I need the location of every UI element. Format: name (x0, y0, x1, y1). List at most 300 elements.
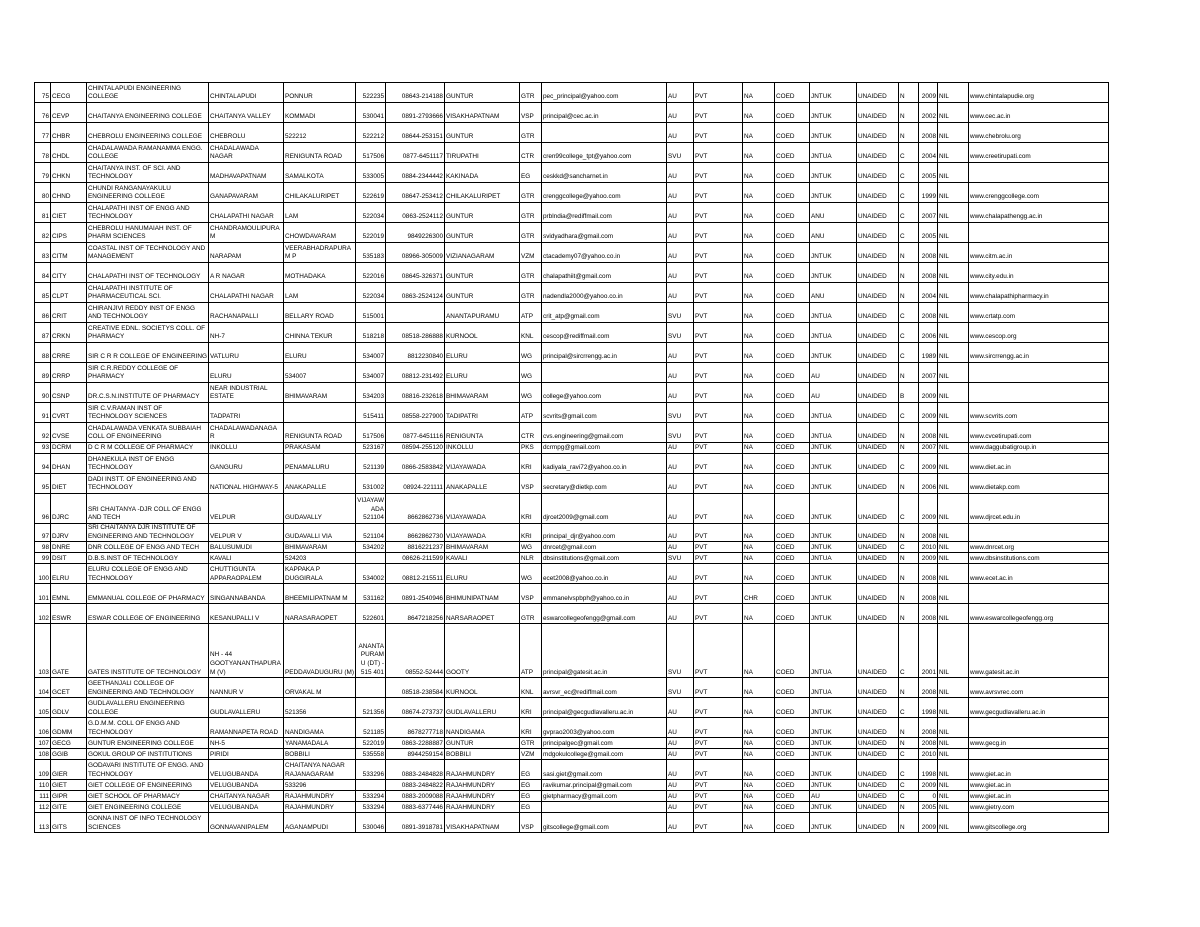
cell-sno: 80 (35, 183, 51, 203)
cell-sno: 88 (35, 343, 51, 363)
cell-town: NANDIGAMA (445, 718, 520, 738)
cell-phone: 8678277718 (386, 718, 445, 738)
cell-status: NIL (938, 343, 969, 363)
cell-town: VIJAYAWADA (445, 524, 520, 542)
cell-code: CHND (51, 183, 87, 203)
cell-college-name: CHAITANYA INST. OF SCI. AND TECHNOLOGY (87, 163, 209, 183)
cell-address-2: NARASARAOPET (284, 604, 356, 624)
cell-email: dbsinstitutions@gmail.com (542, 553, 667, 564)
cell-type: PVT (694, 143, 743, 163)
cell-aided-status: UNAIDED (857, 564, 899, 584)
cell-address-1: NARAPAM (209, 243, 284, 263)
cell-sno: 78 (35, 143, 51, 163)
cell-pincode: 533005 (356, 163, 386, 183)
cell-coed: COED (775, 423, 810, 443)
cell-affiliated-university: JNTUK (810, 443, 857, 454)
cell-university-affiliation: AU (667, 183, 694, 203)
cell-college-name: GATES INSTITUTE OF TECHNOLOGY (87, 624, 209, 678)
cell-address-1: MADHAVAPATNAM (209, 163, 284, 183)
cell-district: KNL (520, 678, 542, 698)
cell-region: C (899, 303, 919, 323)
cell-address-2: LAM (284, 283, 356, 303)
cell-phone: 0883-2009088 (386, 791, 445, 802)
cell-aided-status: UNAIDED (857, 183, 899, 203)
cell-email: dcrmpg@gmail.com (542, 443, 667, 454)
cell-district: EG (520, 163, 542, 183)
table-row (35, 718, 1109, 738)
cell-phone: 08644-253151 (386, 123, 445, 143)
table-row (35, 494, 1109, 524)
cell-status: NIL (938, 203, 969, 223)
cell-minority: CHR (743, 584, 775, 604)
cell-year-established: 2010 (919, 749, 938, 760)
cell-year-established: 1999 (919, 183, 938, 203)
cell-pincode: 522235 (356, 83, 386, 103)
cell-code: CIPS (51, 223, 87, 243)
cell-minority: NA (743, 474, 775, 494)
cell-phone: 08924-221111 (386, 474, 445, 494)
cell-coed: COED (775, 718, 810, 738)
cell-district: GTR (520, 223, 542, 243)
cell-sno: 90 (35, 383, 51, 403)
cell-town: KURNOOL (445, 323, 520, 343)
cell-email: gietpharmacy@gmail.com (542, 791, 667, 802)
cell-pincode: 522034 (356, 283, 386, 303)
cell-email: scvrits@gmail.com (542, 403, 667, 423)
cell-university-affiliation: AU (667, 383, 694, 403)
cell-region: C (899, 760, 919, 780)
cell-website (969, 718, 1109, 738)
cell-status: NIL (938, 183, 969, 203)
cell-affiliated-university: JNTUK (810, 584, 857, 604)
cell-address-1: NEAR INDUSTRIAL ESTATE (209, 383, 284, 403)
cell-minority: NA (743, 553, 775, 564)
cell-status: NIL (938, 223, 969, 243)
cell-type: PVT (694, 749, 743, 760)
cell-address-2: LAM (284, 203, 356, 223)
cell-type: PVT (694, 403, 743, 423)
cell-minority: NA (743, 403, 775, 423)
table-row (35, 223, 1109, 243)
table-row (35, 363, 1109, 383)
cell-aided-status: UNAIDED (857, 443, 899, 454)
cell-town: TADIPATRI (445, 403, 520, 423)
cell-coed: COED (775, 780, 810, 791)
cell-town: ANANTAPURAMU (445, 303, 520, 323)
cell-college-name: GEETHANJALI COLLEGE OF ENGINEERING AND TECHNOLOGY (87, 678, 209, 698)
cell-address-2: BHIMAVARAM (284, 383, 356, 403)
cell-district: PKS (520, 443, 542, 454)
cell-address-1: KAVALI (209, 553, 284, 564)
cell-minority: NA (743, 123, 775, 143)
cell-status: NIL (938, 474, 969, 494)
cell-coed: COED (775, 123, 810, 143)
cell-minority: NA (743, 604, 775, 624)
cell-minority: NA (743, 443, 775, 454)
cell-pincode: 533296 (356, 760, 386, 780)
table-row (35, 283, 1109, 303)
cell-address-2: KAPPAKA P DUGGIRALA (284, 564, 356, 584)
cell-phone: 08594-255120 (386, 443, 445, 454)
cell-region: C (899, 223, 919, 243)
cell-pincode: 523167 (356, 443, 386, 454)
cell-email: eswarcollegeofengg@gmail.com (542, 604, 667, 624)
cell-email: college@yahoo.com (542, 383, 667, 403)
cell-university-affiliation: AU (667, 243, 694, 263)
cell-address-2: BELLARY ROAD (284, 303, 356, 323)
cell-type: PVT (694, 303, 743, 323)
cell-district: WG (520, 564, 542, 584)
cell-type: PVT (694, 760, 743, 780)
cell-address-1: GONNAVANIPALEM (209, 813, 284, 833)
cell-website: www.avrsvrec.com (969, 678, 1109, 698)
cell-website: www.dnrcet.org (969, 542, 1109, 553)
cell-district: KRI (520, 718, 542, 738)
cell-sno: 97 (35, 524, 51, 542)
cell-town: CHILAKALURIPET (445, 183, 520, 203)
table-row (35, 303, 1109, 323)
cell-year-established: 2008 (919, 584, 938, 604)
cell-coed: COED (775, 383, 810, 403)
cell-minority: NA (743, 223, 775, 243)
cell-pincode: 534002 (356, 564, 386, 584)
table-row (35, 474, 1109, 494)
cell-code: EMNL (51, 584, 87, 604)
cell-type: PVT (694, 718, 743, 738)
cell-phone: 08552-52444 (386, 624, 445, 678)
cell-minority: NA (743, 780, 775, 791)
cell-phone: 0866-2583842 (386, 454, 445, 474)
cell-address-1: CHADALAWADA NAGAR (209, 143, 284, 163)
cell-code: CRIT (51, 303, 87, 323)
cell-address-2: PRAKASAM (284, 443, 356, 454)
cell-region: N (899, 813, 919, 833)
cell-town: GUDLAVALLERU (445, 698, 520, 718)
cell-phone: 8816221237 (386, 542, 445, 553)
cell-type: PVT (694, 243, 743, 263)
cell-region: C (899, 780, 919, 791)
cell-affiliated-university: JNTUA (810, 624, 857, 678)
cell-email: gitscollege@gmail.com (542, 813, 667, 833)
cell-region: N (899, 474, 919, 494)
cell-sno: 95 (35, 474, 51, 494)
cell-year-established: 1998 (919, 698, 938, 718)
cell-sno: 91 (35, 403, 51, 423)
cell-aided-status: UNAIDED (857, 494, 899, 524)
cell-town: RAJAHMUNDRY (445, 802, 520, 813)
cell-address-2: 534007 (284, 363, 356, 383)
cell-pincode: 522016 (356, 263, 386, 283)
cell-phone: 08816-232618 (386, 383, 445, 403)
cell-code: CITM (51, 243, 87, 263)
cell-type: PVT (694, 553, 743, 564)
cell-coed: COED (775, 564, 810, 584)
cell-town: INKOLLU (445, 443, 520, 454)
cell-phone: 0863-2288887 (386, 738, 445, 749)
cell-sno: 102 (35, 604, 51, 624)
cell-website: www.chalapathengg.ac.in (969, 203, 1109, 223)
table-row (35, 203, 1109, 223)
cell-code: CSNP (51, 383, 87, 403)
table-row (35, 760, 1109, 780)
cell-affiliated-university: JNTUK (810, 103, 857, 123)
cell-address-2: PENAMALURU (284, 454, 356, 474)
cell-university-affiliation: AU (667, 584, 694, 604)
cell-college-name: CHADALAWADA RAMANAMMA ENGG. COLLEGE (87, 143, 209, 163)
cell-address-2: GUDAVALLY (284, 494, 356, 524)
cell-code: GGIB (51, 749, 87, 760)
cell-address-1: SINGANNABANDA (209, 584, 284, 604)
cell-aided-status: UNAIDED (857, 813, 899, 833)
cell-status: NIL (938, 143, 969, 163)
cell-address-2: CHINNA TEKUR (284, 323, 356, 343)
cell-district: WG (520, 343, 542, 363)
cell-code: GATE (51, 624, 87, 678)
cell-sno: 86 (35, 303, 51, 323)
cell-sno: 113 (35, 813, 51, 833)
cell-address-2 (284, 403, 356, 423)
cell-sno: 107 (35, 738, 51, 749)
cell-region: C (899, 403, 919, 423)
cell-phone: 0877-6451116 (386, 423, 445, 443)
cell-university-affiliation: AU (667, 564, 694, 584)
cell-website: www.gietry.com (969, 802, 1109, 813)
cell-address-1: VELUGUBANDA (209, 802, 284, 813)
cell-coed: COED (775, 203, 810, 223)
cell-college-name: D.B.S.INST OF TECHNOLOGY (87, 553, 209, 564)
cell-town: GUNTUR (445, 203, 520, 223)
cell-address-1: NATIONAL HIGHWAY-5 (209, 474, 284, 494)
cell-university-affiliation: SVU (667, 303, 694, 323)
cell-address-1: NH - 44 GOOTYANANTHAPURA M (V) (209, 624, 284, 678)
cell-address-2: BHEEMILIPATNAM M (284, 584, 356, 604)
cell-pincode: 521104 (356, 524, 386, 542)
cell-aided-status: UNAIDED (857, 203, 899, 223)
cell-town: ANAKAPALLE (445, 474, 520, 494)
cell-email: chalapathiit@gmail.com (542, 263, 667, 283)
cell-email: avrsvr_ec@rediffmail.com (542, 678, 667, 698)
table-row (35, 263, 1109, 283)
cell-district: KRI (520, 454, 542, 474)
cell-website: www.cvcetirupati.com (969, 423, 1109, 443)
table-row (35, 103, 1109, 123)
cell-district: EG (520, 791, 542, 802)
cell-address-2: 524203 (284, 553, 356, 564)
cell-affiliated-university: JNTUA (810, 678, 857, 698)
cell-year-established: 2008 (919, 564, 938, 584)
cell-college-name: SRI CHAITANYA DJR INSTITUTE OF ENGINEERING AND TECHNOLOGY (87, 524, 209, 542)
cell-aided-status: UNAIDED (857, 283, 899, 303)
cell-phone (386, 303, 445, 323)
cell-district: EG (520, 780, 542, 791)
cell-aided-status: UNAIDED (857, 604, 899, 624)
cell-affiliated-university: JNTUK (810, 123, 857, 143)
cell-affiliated-university: JNTUA (810, 423, 857, 443)
cell-university-affiliation: SVU (667, 423, 694, 443)
cell-phone: 0877-6451117 (386, 143, 445, 163)
cell-code: GITE (51, 802, 87, 813)
cell-university-affiliation: AU (667, 813, 694, 833)
cell-address-1: VELPUR V (209, 524, 284, 542)
cell-type: PVT (694, 791, 743, 802)
cell-university-affiliation: AU (667, 474, 694, 494)
cell-coed: COED (775, 323, 810, 343)
cell-status: NIL (938, 243, 969, 263)
cell-town: VISAKHAPATNAM (445, 813, 520, 833)
cell-email: gvprao2003@yahoo.com (542, 718, 667, 738)
cell-university-affiliation: AU (667, 738, 694, 749)
cell-year-established: 2009 (919, 383, 938, 403)
cell-university-affiliation: AU (667, 604, 694, 624)
cell-year-established: 2008 (919, 243, 938, 263)
cell-affiliated-university: ANU (810, 203, 857, 223)
cell-town: KURNOOL (445, 678, 520, 698)
cell-phone: 9849226300 (386, 223, 445, 243)
cell-coed: COED (775, 749, 810, 760)
cell-coed: COED (775, 363, 810, 383)
cell-town: RENIGUNTA (445, 423, 520, 443)
cell-type: PVT (694, 678, 743, 698)
cell-year-established: 2010 (919, 542, 938, 553)
cell-email: kadiyala_ravi72@yahoo.co.in (542, 454, 667, 474)
cell-status: NIL (938, 443, 969, 454)
cell-email: principal@gatesit.ac.in (542, 624, 667, 678)
cell-town: GUNTUR (445, 83, 520, 103)
cell-town: RAJAHMUNDRY (445, 791, 520, 802)
cell-status: NIL (938, 718, 969, 738)
cell-code: GECG (51, 738, 87, 749)
cell-university-affiliation: SVU (667, 624, 694, 678)
cell-district: GTR (520, 183, 542, 203)
cell-phone: 08647-253412 (386, 183, 445, 203)
cell-region: N (899, 738, 919, 749)
cell-phone: 0891-3918781 (386, 813, 445, 833)
cell-college-name: CREATIVE EDNL. SOCIETYS COLL. OF PHARMACY (87, 323, 209, 343)
table-row (35, 749, 1109, 760)
cell-sno: 81 (35, 203, 51, 223)
cell-affiliated-university: JNTUK (810, 760, 857, 780)
cell-town: GUNTUR (445, 123, 520, 143)
cell-code: CHKN (51, 163, 87, 183)
cell-website: www.djrcet.edu.in (969, 494, 1109, 524)
cell-coed: COED (775, 553, 810, 564)
table-row (35, 813, 1109, 833)
cell-year-established: 2008 (919, 604, 938, 624)
cell-phone: 0883-6377446 (386, 802, 445, 813)
cell-aided-status: UNAIDED (857, 624, 899, 678)
cell-university-affiliation: AU (667, 263, 694, 283)
cell-address-1: NH-7 (209, 323, 284, 343)
cell-minority: NA (743, 738, 775, 749)
cell-code: ELRU (51, 564, 87, 584)
cell-email: mdgokulcollege@gmail.com (542, 749, 667, 760)
cell-region: C (899, 183, 919, 203)
cell-college-name: SRI CHAITANYA -DJR COLL OF ENGG AND TECH (87, 494, 209, 524)
cell-website: www.giet.ac.in (969, 760, 1109, 780)
cell-aided-status: UNAIDED (857, 123, 899, 143)
cell-type: PVT (694, 802, 743, 813)
cell-type: PVT (694, 163, 743, 183)
cell-code: CVRT (51, 403, 87, 423)
cell-region: C (899, 323, 919, 343)
cell-address-1: CHINTALAPUDI (209, 83, 284, 103)
cell-coed: COED (775, 624, 810, 678)
cell-phone: 08812-231492 (386, 363, 445, 383)
cell-phone: 0891-2793666 (386, 103, 445, 123)
cell-college-name: SIR C R R COLLEGE OF ENGINEERING (87, 343, 209, 363)
cell-aided-status: UNAIDED (857, 363, 899, 383)
cell-address-2: CHILAKALURIPET (284, 183, 356, 203)
cell-address-1: TADPATRI (209, 403, 284, 423)
cell-year-established: 2008 (919, 123, 938, 143)
cell-type: PVT (694, 323, 743, 343)
cell-aided-status: UNAIDED (857, 223, 899, 243)
cell-sno: 96 (35, 494, 51, 524)
cell-pincode: 522034 (356, 203, 386, 223)
cell-type: PVT (694, 698, 743, 718)
cell-address-1: CHUTTIGUNTA APPARAOPALEM (209, 564, 284, 584)
cell-pincode: 522601 (356, 604, 386, 624)
cell-district: WG (520, 542, 542, 553)
cell-college-name: CHAITANYA ENGINEERING COLLEGE (87, 103, 209, 123)
cell-type: PVT (694, 123, 743, 143)
cell-affiliated-university: JNTUK (810, 474, 857, 494)
cell-affiliated-university: JNTUA (810, 403, 857, 423)
cell-pincode: 535183 (356, 243, 386, 263)
cell-sno: 106 (35, 718, 51, 738)
cell-website (969, 363, 1109, 383)
table-row (35, 564, 1109, 584)
cell-address-2: ANAKAPALLE (284, 474, 356, 494)
cell-town: RAJAHMUNDRY (445, 760, 520, 780)
cell-minority: NA (743, 183, 775, 203)
cell-university-affiliation: SVU (667, 143, 694, 163)
cell-website: www.creetirupati.com (969, 143, 1109, 163)
cell-sno: 83 (35, 243, 51, 263)
cell-town: ELURU (445, 343, 520, 363)
cell-status: NIL (938, 263, 969, 283)
cell-phone: 0883-2484822 (386, 780, 445, 791)
cell-college-name: CHIRANJIVI REDDY INST OF ENGG AND TECHNOLOGY (87, 303, 209, 323)
cell-address-1: A R NAGAR (209, 263, 284, 283)
cell-college-name: SIR C.R.REDDY COLLEGE OF PHARMACY (87, 363, 209, 383)
cell-status: NIL (938, 564, 969, 584)
cell-type: PVT (694, 624, 743, 678)
cell-address-1: RACHANAPALLI (209, 303, 284, 323)
cell-type: PVT (694, 423, 743, 443)
cell-coed: COED (775, 474, 810, 494)
cell-type: PVT (694, 454, 743, 474)
cell-phone: 0863-2524124 (386, 283, 445, 303)
table-row (35, 524, 1109, 542)
cell-type: PVT (694, 383, 743, 403)
cell-sno: 82 (35, 223, 51, 243)
cell-coed: COED (775, 760, 810, 780)
cell-coed: COED (775, 494, 810, 524)
cell-address-1: CHEBROLU (209, 123, 284, 143)
cell-minority: NA (743, 283, 775, 303)
cell-code: GIER (51, 760, 87, 780)
cell-year-established: 2009 (919, 553, 938, 564)
cell-coed: COED (775, 83, 810, 103)
cell-website: www.gecg.in (969, 738, 1109, 749)
cell-pincode: 522019 (356, 223, 386, 243)
cell-aided-status: UNAIDED (857, 143, 899, 163)
cell-address-1: ELURU (209, 363, 284, 383)
cell-email: principal_djr@yahoo.com (542, 524, 667, 542)
cell-sno: 84 (35, 263, 51, 283)
cell-region: N (899, 283, 919, 303)
